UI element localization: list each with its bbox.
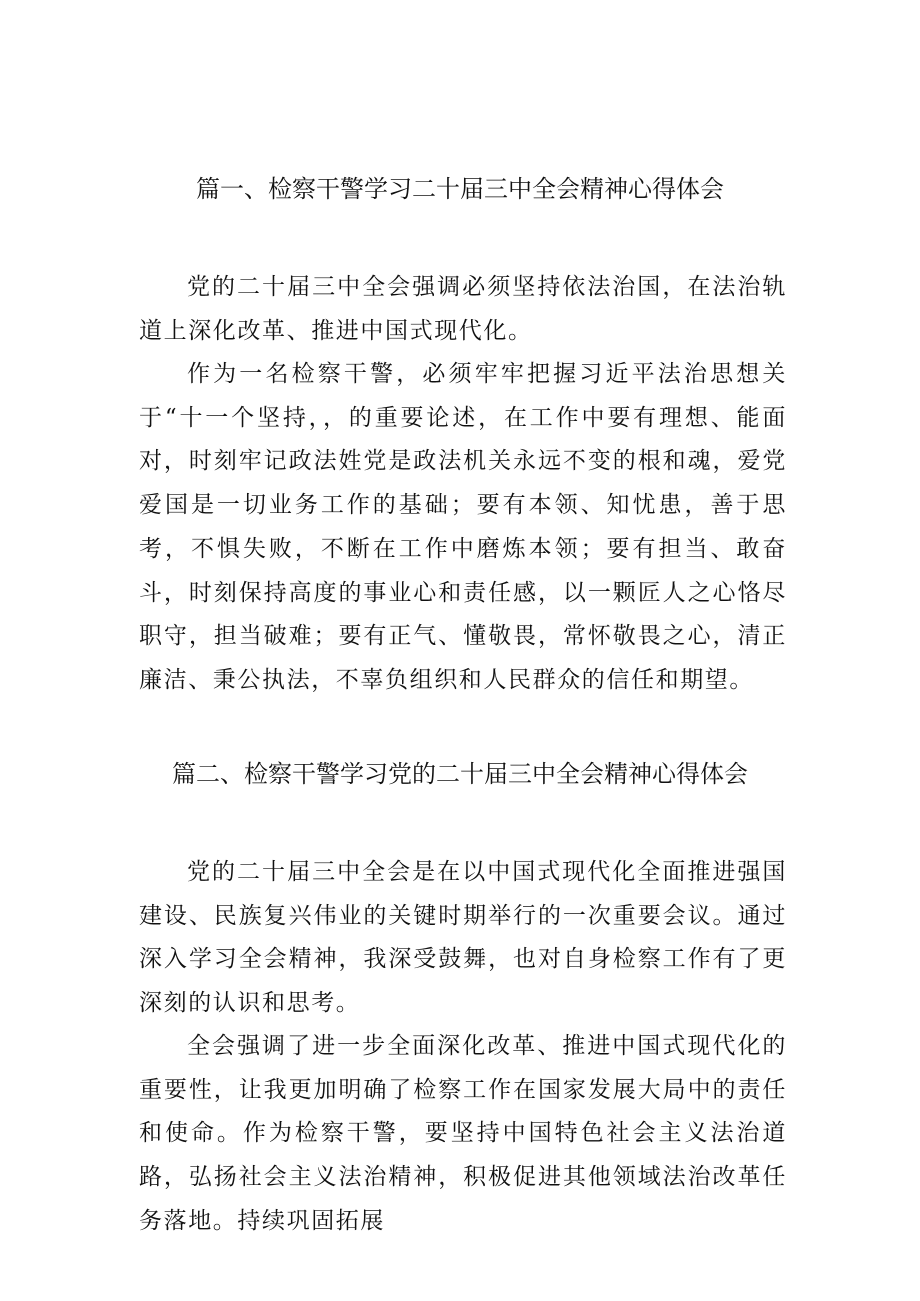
section-2-paragraph-1: 党的二十届三中全会是在以中国式现代化全面推进强国建设、民族复兴伟业的关键时期举行的一次重要会议。通过深入学习全会精神，我深受鼓舞，也对自身检察工作有了更深刻的认识和思考。 — [139, 859, 787, 1017]
section-1-paragraph-1: 党的二十届三中全会强调必须坚持依法治国，在法治轨道上深化改革、推进中国式现代化。 — [139, 274, 787, 344]
section-2-paragraph-2: 全会强调了进一步全面深化改革、推进中国式现代化的重要性，让我更加明确了检察工作在国家发展大局中的责任和使命。作为检察干警，要坚持中国特色社会主义法治道路，弘扬社会主义法治精神，积极促进其他领域法治改革任务落地。持续巩固拓展 — [139, 1033, 787, 1234]
section-1-paragraph-2: 作为一名检察干警，必须牢牢把握习近平法治思想关于“十一个坚持，，的重要论述，在工作中要有理想、能面对，时刻牢记政法姓党是政法机关永远不变的根和魂，爱党爱国是一切业务工作的基础；要有本领、知忧患，善于思考，不惧失败，不断在工作中磨炼本领；要有担当、敢奋斗，时刻保持高度的事业心和责任感，以一颗匠人之心恪尽职守，担当破难；要有正气、懂敬畏，常怀敬畏之心，清正廉洁、秉公执法，不辜负组织和人民群众的信任和期望。 — [139, 361, 787, 693]
section-1-title: 篇一、检察干警学习二十届三中全会精神心得体会 — [196, 175, 724, 203]
section-2-title: 篇二、检察干警学习党的二十届三中全会精神心得体会 — [172, 760, 748, 788]
